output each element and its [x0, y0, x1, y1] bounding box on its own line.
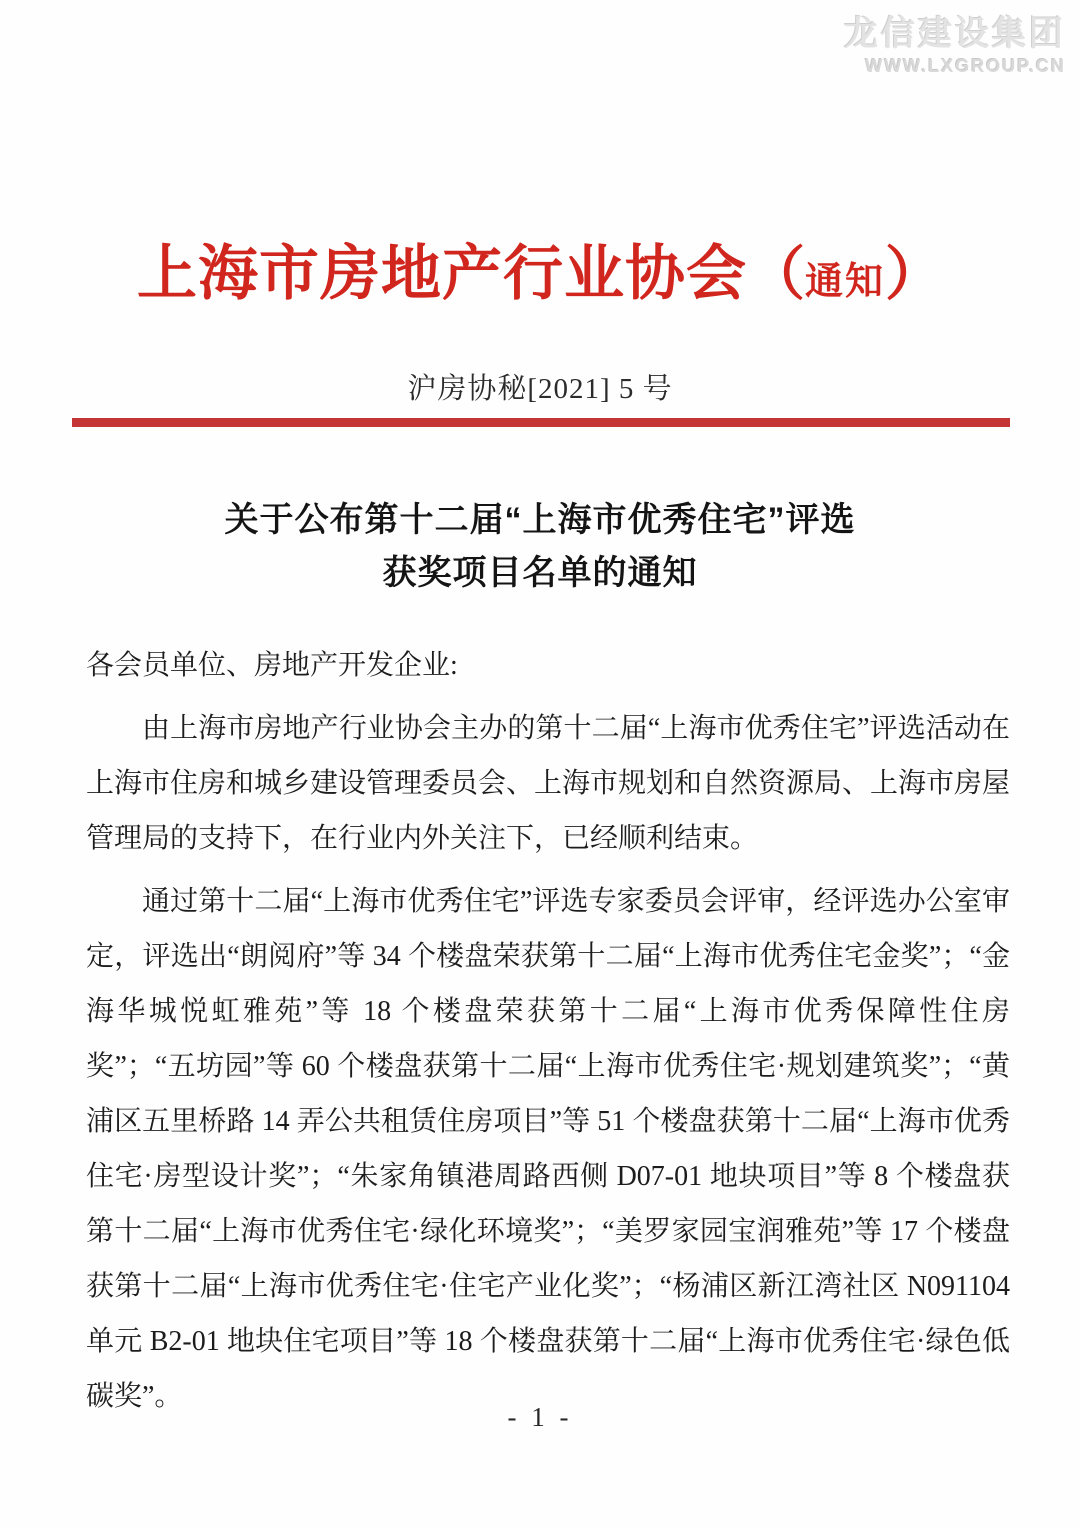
document-reference-number: 沪房协秘[2021] 5 号	[407, 373, 673, 405]
page-number: - 1 -	[507, 1402, 573, 1432]
body-paragraph-2: 通过第十二届“上海市优秀住宅”评选专家委员会评审，经评选办公室审定，评选出“朗阅府”等 34 个楼盘荣获第十二届“上海市优秀住宅金奖”；“金海华城悦虹雅苑”等 18 个楼盘荣获第十二届“上海市优秀保障性住房奖”；“五坊园”等 60 个楼盘获第十二届“上海市优秀住宅·规划建筑奖”；“黄浦区五里桥路 14 弄公共租赁住房项目”等 51 个楼盘获第十二届“上海市优秀住宅·房型设计奖”；“朱家角镇港周路西侧 D07-01 地块项目”等 8 个楼盘获第十二届“上海市优秀住宅·绿化环境奖”；“美罗家园宝润雅苑”等 17 个楼盘获第十二届“上海市优秀住宅·住宅产业化奖”；“杨浦区新江湾社区 N091104 单元 B2-01 地块住宅项目”等 18 个楼盘获第十二届“上海市优秀住宅·绿色低碳奖”。	[86, 886, 1010, 1412]
corporate-watermark	[844, 6, 1066, 77]
organization-name: 上海市房地产行业协会	[136, 241, 747, 307]
notice-type-label: 通知	[804, 261, 885, 303]
watermark-website: WWW.LXGROUP.CN	[865, 56, 1066, 76]
salutation: 各会员单位、房地产开发企业:	[86, 650, 458, 681]
paren-open: （	[746, 242, 805, 307]
watermark-company-name: 龙信建设集团	[844, 15, 1066, 53]
subject-heading-line1: 关于公布第十二届“上海市优秀住宅”评选	[224, 501, 856, 539]
red-divider-rule	[72, 418, 1010, 427]
subject-heading-line2: 获奖项目名单的通知	[382, 554, 698, 592]
subject-heading	[0, 494, 1080, 600]
notice-body	[86, 638, 1010, 1424]
body-paragraph-1: 由上海市房地产行业协会主办的第十二届“上海市优秀住宅”评选活动在上海市住房和城乡建设管理委员会、上海市规划和自然资源局、上海市房屋管理局的支持下，在行业内外关注下，已经顺利结束。	[86, 713, 1011, 854]
paren-close: ）	[885, 242, 944, 307]
letterhead-title	[0, 226, 1080, 338]
